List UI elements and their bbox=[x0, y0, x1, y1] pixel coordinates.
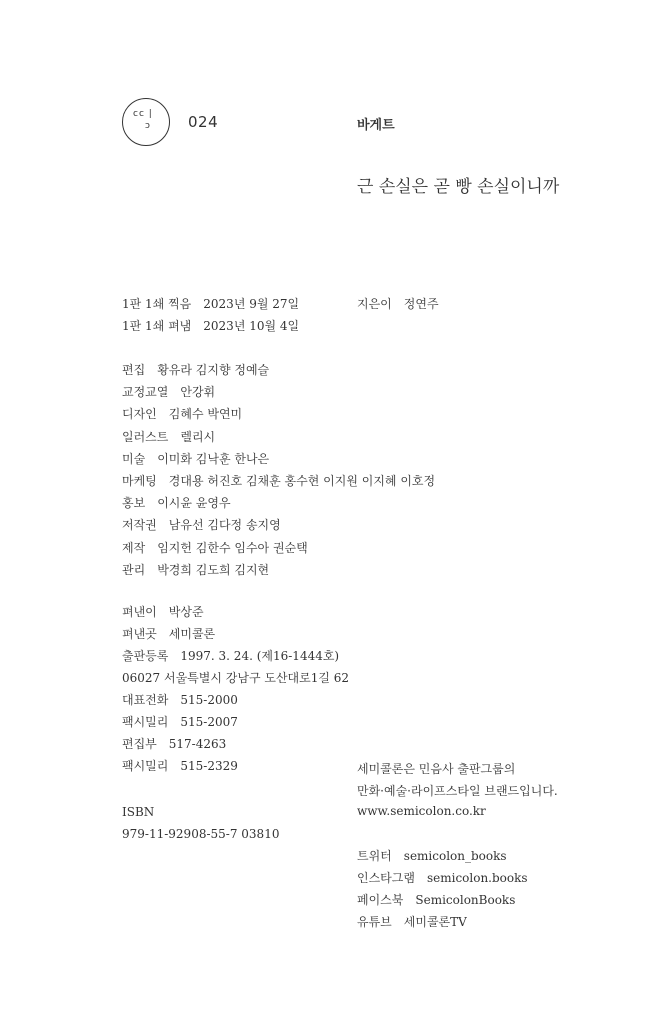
publisher-value: 515-2000 bbox=[180, 693, 238, 707]
credit-names: 렐리시 bbox=[180, 429, 216, 444]
publisher-label: 편집부 bbox=[122, 737, 157, 751]
publisher-value: 515-2329 bbox=[180, 759, 238, 773]
edition-print bbox=[122, 296, 299, 312]
publisher-value: 세미콜론 bbox=[168, 627, 216, 641]
social-label: 페이스북 bbox=[357, 893, 404, 907]
credit-role: 편집 bbox=[122, 363, 146, 377]
brand-note-line2: 만화·예술·라이프스타일 브랜드입니다. bbox=[357, 784, 558, 798]
social-handle: 세미콜론TV bbox=[403, 915, 467, 929]
credit-row bbox=[122, 562, 269, 578]
publisher-row bbox=[122, 758, 238, 774]
credit-role: 홍보 bbox=[122, 496, 146, 511]
credit-names: 임지헌 김한수 임수아 권순택 bbox=[157, 540, 308, 555]
social-row bbox=[357, 892, 515, 908]
credit-row bbox=[122, 406, 242, 422]
credit-names: 남유선 김다정 송지영 bbox=[168, 518, 281, 533]
publisher-label: 펴낸곳 bbox=[122, 627, 157, 641]
credit-names: 황유라 김지향 정예슬 bbox=[157, 363, 270, 377]
credit-row bbox=[122, 517, 281, 533]
edition-date: 2023년 10월 4일 bbox=[203, 319, 300, 333]
edition-label: 1판 1쇄 펴냄 bbox=[122, 319, 192, 333]
publisher-row bbox=[122, 648, 339, 664]
social-label: 트위터 bbox=[357, 849, 392, 863]
social-label: 인스타그램 bbox=[357, 871, 415, 885]
credit-row bbox=[122, 495, 231, 511]
social-label: 유튜브 bbox=[357, 915, 392, 929]
credit-names: 박경희 김도희 김지현 bbox=[157, 562, 270, 577]
publisher-label: 펴낸이 bbox=[122, 605, 157, 619]
series-number: 024 bbox=[188, 113, 219, 131]
author-name: 정연주 bbox=[403, 297, 439, 311]
edition-publish bbox=[122, 318, 299, 334]
credit-row bbox=[122, 429, 215, 445]
isbn-value: 979-11-92908-55-7 03810 bbox=[122, 827, 280, 841]
publisher-row bbox=[122, 736, 226, 752]
credit-role: 교정교열 bbox=[122, 385, 169, 400]
publisher-value: 박상준 bbox=[168, 605, 204, 619]
credit-names: 경대용 허진호 김채훈 홍수현 이지원 이지혜 이호정 bbox=[168, 474, 436, 488]
credit-row bbox=[122, 362, 269, 378]
credit-row bbox=[122, 540, 308, 556]
social-handle: semicolon_books bbox=[403, 849, 507, 863]
edition-date: 2023년 9월 27일 bbox=[203, 297, 300, 311]
social-row bbox=[357, 914, 467, 930]
isbn-label: ISBN bbox=[122, 805, 155, 819]
publisher-row bbox=[122, 604, 204, 620]
credit-row bbox=[122, 473, 435, 489]
credit-role: 저작권 bbox=[122, 518, 157, 533]
social-row bbox=[357, 848, 507, 864]
edition-label: 1판 1쇄 찍음 bbox=[122, 297, 192, 311]
credit-role: 일러스트 bbox=[122, 429, 169, 444]
publisher-row bbox=[122, 714, 238, 730]
credit-role: 제작 bbox=[122, 540, 146, 555]
publisher-row bbox=[122, 692, 238, 708]
credit-names: 김혜수 박연미 bbox=[168, 407, 243, 422]
publisher-label: 출판등록 bbox=[122, 649, 169, 663]
publisher-label: 팩시밀리 bbox=[122, 759, 169, 773]
publisher-value: 517-4263 bbox=[168, 737, 227, 751]
credit-row bbox=[122, 451, 269, 467]
social-handle: semicolon.books bbox=[426, 871, 528, 885]
publisher-value: 515-2007 bbox=[180, 715, 238, 729]
publisher-row bbox=[122, 626, 215, 642]
publisher-label: 팩시밀리 bbox=[122, 715, 169, 729]
publisher-label: 대표전화 bbox=[122, 693, 169, 707]
logo-text-top: cc | bbox=[133, 109, 153, 119]
credit-row bbox=[122, 384, 215, 400]
social-handle: SemicolonBooks bbox=[415, 893, 516, 907]
credit-names: 이시윤 윤영우 bbox=[157, 496, 231, 511]
series-brand: 바게트 bbox=[357, 118, 395, 133]
publisher-value: 1997. 3. 24. (제16-1444호) bbox=[180, 649, 340, 663]
credit-role: 마케팅 bbox=[122, 474, 157, 488]
credit-names: 이미화 김낙훈 한나은 bbox=[157, 451, 270, 466]
author-label: 지은이 bbox=[357, 297, 392, 311]
semicolon-logo bbox=[122, 98, 170, 146]
credit-names: 안강휘 bbox=[180, 385, 216, 400]
credit-role: 관리 bbox=[122, 562, 146, 577]
publisher-value: 06027 서울특별시 강남구 도산대로1길 62 bbox=[122, 671, 350, 685]
brand-url[interactable]: www.semicolon.co.kr bbox=[357, 804, 486, 818]
credit-role: 디자인 bbox=[122, 407, 157, 422]
credit-role: 미술 bbox=[122, 451, 146, 466]
social-row bbox=[357, 870, 528, 886]
book-title: 근 손실은 곧 빵 손실이니까 bbox=[357, 177, 560, 197]
logo-text-bottom: ɔ bbox=[145, 121, 151, 131]
brand-note-line1: 세미콜론은 민음사 출판그룹의 bbox=[357, 762, 516, 776]
author bbox=[357, 296, 439, 312]
publisher-row bbox=[122, 670, 349, 686]
